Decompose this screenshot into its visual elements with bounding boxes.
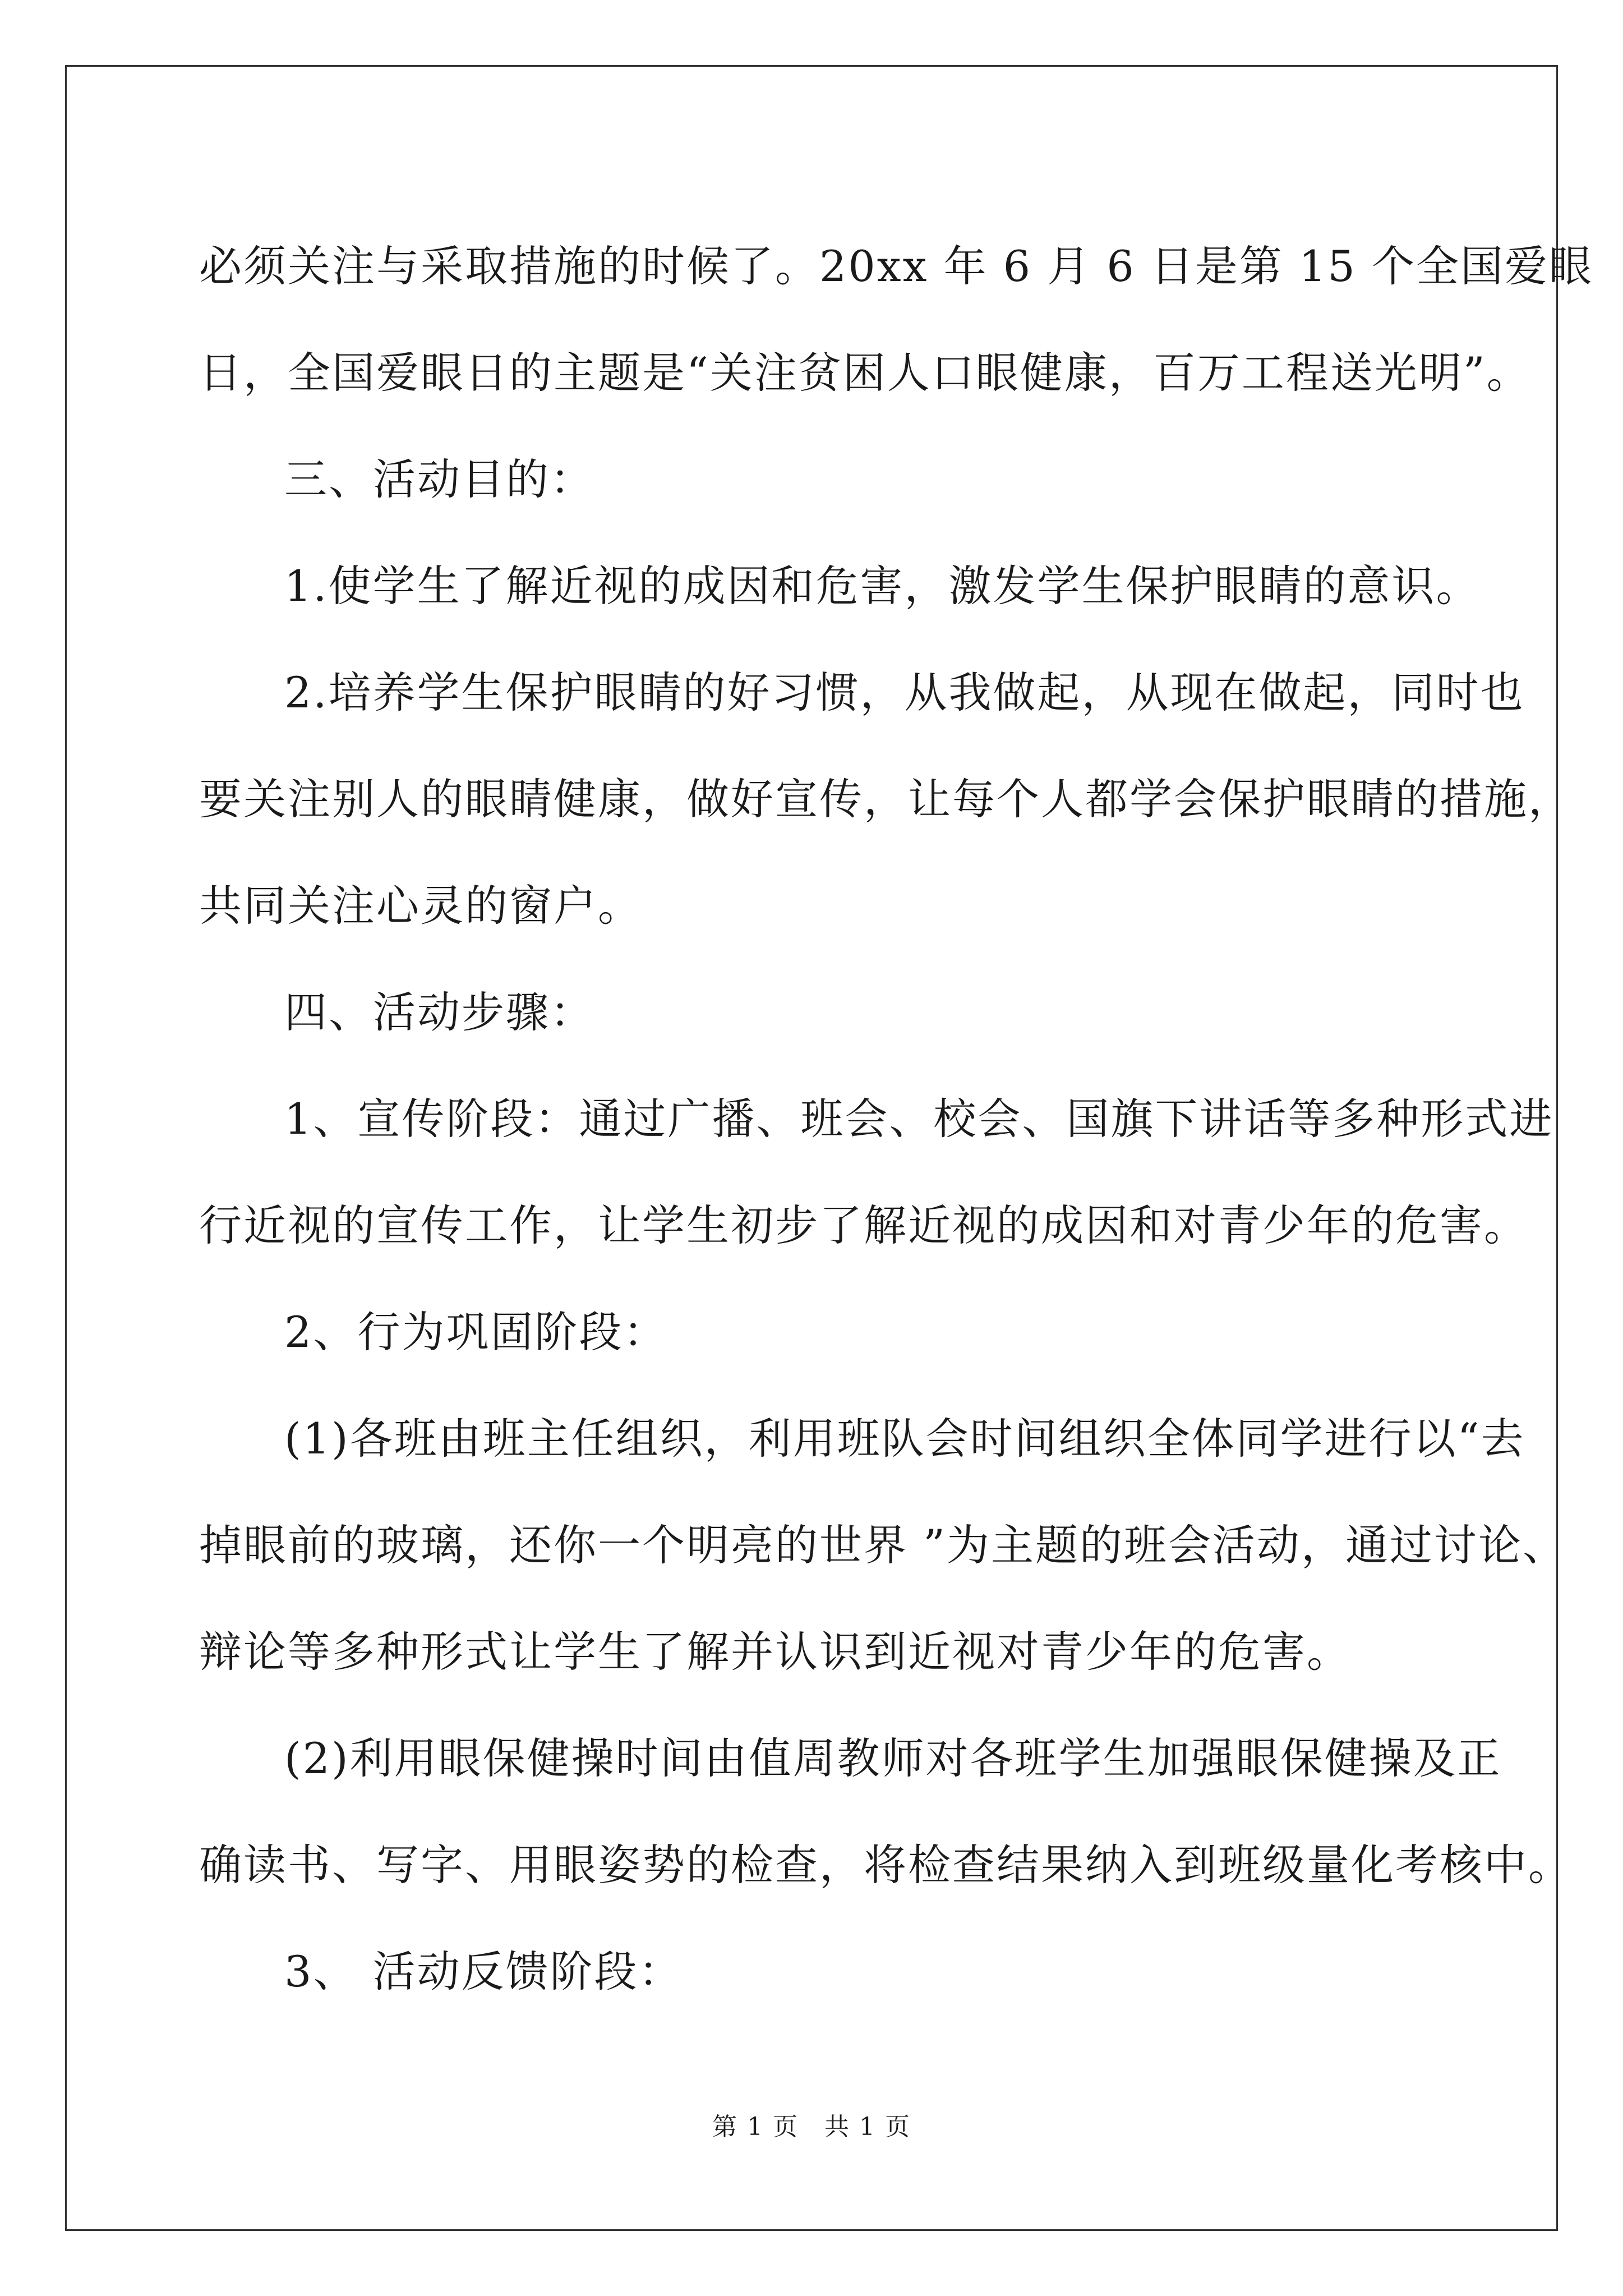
text-line: 掉眼前的玻璃，还你一个明亮的世界 ”为主题的班会活动，通过讨论、: [199, 1520, 1567, 1570]
text-line: 2.培养学生保护眼睛的好习惯，从我做起，从现在做起，同时也: [284, 668, 1525, 717]
text-line: 日，全国爱眼日的主题是“关注贫困人口眼健康，百万工程送光明”。: [199, 348, 1531, 398]
text-line: 三、活动目的：: [284, 454, 594, 504]
text-line: 1、宣传阶段：通过广播、班会、校会、国旗下讲话等多种形式进: [284, 1094, 1554, 1144]
page-footer: 第 1 页 共 1 页: [712, 2113, 911, 2141]
text-line: 四、活动步骤：: [284, 987, 594, 1037]
text-line: 确读书、写字、用眼姿势的检查，将检查结果纳入到班级量化考核中。: [199, 1840, 1573, 1890]
text-line: 辩论等多种形式让学生了解并认识到近视对青少年的危害。: [199, 1627, 1351, 1677]
text-line: 行近视的宣传工作，让学生初步了解近视的成因和对青少年的危害。: [199, 1200, 1528, 1250]
text-line: 2、行为巩固阶段：: [284, 1307, 668, 1357]
text-line: 要关注别人的眼睛健康，做好宣传，让每个人都学会保护眼睛的措施，: [199, 774, 1573, 824]
text-line: 必须关注与采取措施的时候了。20xx 年 6 月 6 日是第 15 个全国爱眼: [199, 241, 1593, 291]
text-line: 1.使学生了解近视的成因和危害，激发学生保护眼睛的意识。: [284, 561, 1481, 611]
document-body: [199, 213, 1593, 2025]
text-line: (2)利用眼保健操时间由值周教师对各班学生加强眼保健操及正: [284, 1733, 1502, 1783]
text-line: 3、 活动反馈阶段：: [284, 1947, 683, 1996]
text-line: (1)各班由班主任组织，利用班队会时间组织全体同学进行以“去: [284, 1414, 1525, 1464]
text-line: 共同关注心灵的窗户。: [199, 881, 642, 931]
